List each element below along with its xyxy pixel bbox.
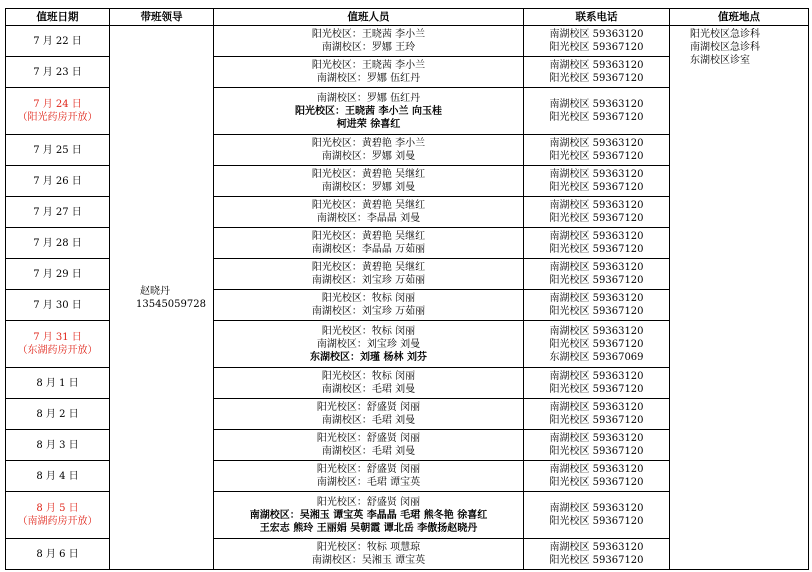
date-cell xyxy=(6,57,110,88)
staff-line: 阳光校区：黄碧艳 吴继红 xyxy=(311,169,426,180)
phone-line: 阳光校区 59367120 xyxy=(549,42,644,53)
staff-cell xyxy=(214,492,524,539)
phone-line: 阳光校区 59367120 xyxy=(549,182,644,193)
header-row xyxy=(6,9,809,26)
phone-line: 阳光校区 59367120 xyxy=(549,151,644,162)
staff-line: 阳光校区：王晓茜 李小兰 xyxy=(311,29,426,40)
staff-line: 阳光校区：王晓茜 李小兰 xyxy=(311,60,426,71)
phone-cell xyxy=(524,26,670,57)
staff-cell xyxy=(214,88,524,135)
staff-line: 阳光校区：舒盛贤 闵丽 xyxy=(316,464,421,475)
phone-line: 南湖校区 59363120 xyxy=(549,200,644,211)
phone-cell xyxy=(524,461,670,492)
header-phone: 联系电话 xyxy=(524,9,670,26)
header-date: 值班日期 xyxy=(6,9,110,26)
staff-line: 阳光校区：黄碧艳 吴继红 xyxy=(311,262,426,273)
date-text: 7 月 25 日 xyxy=(33,144,82,156)
date-cell xyxy=(6,368,110,399)
phone-line: 阳光校区 59367120 xyxy=(549,555,644,566)
phone-line: 南湖校区 59363120 xyxy=(549,99,644,110)
staff-cell xyxy=(214,368,524,399)
location-cell xyxy=(670,26,809,570)
staff-line: 南湖校区：罗娜 伍红丹 xyxy=(316,92,421,104)
phone-line: 南湖校区 59363120 xyxy=(549,60,644,71)
phone-line: 南湖校区 59363120 xyxy=(549,464,644,475)
phone-line: 阳光校区 59367120 xyxy=(549,477,644,488)
staff-line: 南湖校区：吴湘玉 谭宝英 李晶晶 毛珺 熊冬艳 徐喜红 xyxy=(249,509,488,521)
phone-cell xyxy=(524,259,670,290)
phone-line: 阳光校区 59367120 xyxy=(549,112,644,123)
header-staff: 值班人员 xyxy=(214,9,524,26)
staff-line: 南湖校区：刘宝珍 刘曼 xyxy=(316,338,421,350)
duty-schedule-table xyxy=(5,8,809,570)
phone-line: 南湖校区 59363120 xyxy=(549,325,644,337)
date-text: 7 月 27 日 xyxy=(33,206,82,218)
date-text: 8 月 2 日 xyxy=(36,408,79,420)
date-cell xyxy=(6,461,110,492)
staff-line: 南湖校区：刘宝珍 万茹丽 xyxy=(311,275,426,286)
phone-line: 南湖校区 59363120 xyxy=(549,262,644,273)
phone-line: 阳光校区 59367120 xyxy=(549,244,644,255)
phone-line: 东湖校区 59367069 xyxy=(549,351,644,363)
staff-line: 阳光校区：王晓茜 李小兰 向玉桂 xyxy=(295,105,442,117)
phone-line: 南湖校区 59363120 xyxy=(549,293,644,304)
date-text: 8 月 1 日 xyxy=(36,377,79,389)
staff-line: 南湖校区：罗娜 刘曼 xyxy=(321,182,416,193)
staff-line: 南湖校区：毛珺 刘曼 xyxy=(321,415,416,426)
date-cell xyxy=(6,399,110,430)
staff-cell xyxy=(214,26,524,57)
phone-line: 阳光校区 59367120 xyxy=(549,446,644,457)
date-text: 7 月 30 日 xyxy=(33,299,82,311)
phone-cell xyxy=(524,135,670,166)
table-row xyxy=(6,26,809,57)
date-cell xyxy=(6,539,110,570)
staff-cell xyxy=(214,399,524,430)
location-line: 南湖校区急诊科 xyxy=(690,42,760,53)
date-text: 7 月 23 日 xyxy=(33,66,82,78)
staff-line: 南湖校区：李晶晶 刘曼 xyxy=(316,213,421,224)
date-text: 7 月 29 日 xyxy=(33,268,82,280)
phone-cell xyxy=(524,492,670,539)
staff-line: 南湖校区：毛珺 刘曼 xyxy=(321,384,416,395)
staff-cell xyxy=(214,197,524,228)
staff-line: 南湖校区：吴湘玉 谭宝英 xyxy=(311,555,426,566)
date-cell xyxy=(6,321,110,368)
location-line: 阳光校区急诊科 xyxy=(690,29,760,40)
staff-line: 阳光校区：舒盛贤 闵丽 xyxy=(316,402,421,413)
staff-line: 南湖校区：毛珺 谭宝英 xyxy=(316,477,421,488)
staff-cell xyxy=(214,228,524,259)
date-text: 8 月 3 日 xyxy=(36,439,79,451)
phone-line: 阳光校区 59367120 xyxy=(549,415,644,426)
staff-line: 南湖校区：刘宝珍 万茹丽 xyxy=(311,306,426,317)
date-cell xyxy=(6,166,110,197)
header-location: 值班地点 xyxy=(670,9,809,26)
date-cell xyxy=(6,26,110,57)
phone-line: 阳光校区 59367120 xyxy=(549,213,644,224)
phone-line: 阳光校区 59367120 xyxy=(549,275,644,286)
header-leader: 带班领导 xyxy=(110,9,214,26)
date-cell xyxy=(6,259,110,290)
staff-line: 阳光校区：舒盛贤 闵丽 xyxy=(316,433,421,444)
phone-line: 阳光校区 59367120 xyxy=(549,384,644,395)
phone-cell xyxy=(524,399,670,430)
phone-line: 南湖校区 59363120 xyxy=(549,433,644,444)
phone-cell xyxy=(524,368,670,399)
staff-cell xyxy=(214,166,524,197)
staff-line: 阳光校区：黄碧艳 吴继红 xyxy=(311,231,426,242)
date-text: （阳光药房开放） xyxy=(17,112,98,123)
staff-line: 南湖校区：罗娜 王玲 xyxy=(321,42,416,53)
staff-line: 阳光校区：牧标 项慧琼 xyxy=(316,542,421,553)
phone-cell xyxy=(524,430,670,461)
staff-cell xyxy=(214,461,524,492)
date-text: 7 月 24 日 xyxy=(33,99,82,110)
staff-line: 阳光校区：牧标 闵丽 xyxy=(321,371,416,382)
staff-line: 阳光校区：牧标 闵丽 xyxy=(321,325,416,337)
phone-cell xyxy=(524,57,670,88)
staff-line: 阳光校区：牧标 闵丽 xyxy=(321,293,416,304)
staff-cell xyxy=(214,321,524,368)
phone-cell xyxy=(524,166,670,197)
phone-line: 阳光校区 59367120 xyxy=(549,338,644,350)
schedule-body xyxy=(6,26,809,570)
phone-line: 阳光校区 59367120 xyxy=(549,306,644,317)
staff-cell xyxy=(214,430,524,461)
phone-line: 南湖校区 59363120 xyxy=(549,402,644,413)
phone-line: 南湖校区 59363120 xyxy=(549,503,644,514)
staff-line: 王宏志 熊玲 王丽娟 吴朝霞 谭北岳 李傲扬赵晓丹 xyxy=(259,522,478,534)
date-cell xyxy=(6,492,110,539)
phone-cell xyxy=(524,290,670,321)
date-cell xyxy=(6,88,110,135)
phone-line: 南湖校区 59363120 xyxy=(549,371,644,382)
staff-line: 柯进荣 徐喜红 xyxy=(336,118,401,130)
phone-line: 南湖校区 59363120 xyxy=(549,138,644,149)
staff-line: 东湖校区：刘瑾 杨林 刘芬 xyxy=(310,351,427,363)
staff-line: 南湖校区：李晶晶 万茹丽 xyxy=(311,244,426,255)
location-line: 东湖校区诊室 xyxy=(690,55,750,66)
date-text: 7 月 28 日 xyxy=(33,237,82,249)
date-text: 8 月 6 日 xyxy=(36,548,79,560)
phone-line: 南湖校区 59363120 xyxy=(549,169,644,180)
phone-line: 阳光校区 59367120 xyxy=(549,516,644,527)
staff-cell xyxy=(214,290,524,321)
leader-name: 赵晓丹 xyxy=(140,285,170,297)
leader-phone: 13545059728 xyxy=(136,298,206,310)
staff-line: 南湖校区：罗娜 伍红丹 xyxy=(316,73,421,84)
phone-line: 阳光校区 59367120 xyxy=(549,73,644,84)
date-cell xyxy=(6,197,110,228)
date-cell xyxy=(6,430,110,461)
staff-line: 阳光校区：黄碧艳 吴继红 xyxy=(311,200,426,211)
staff-cell xyxy=(214,259,524,290)
staff-cell xyxy=(214,539,524,570)
staff-cell xyxy=(214,57,524,88)
phone-line: 南湖校区 59363120 xyxy=(549,542,644,553)
phone-line: 南湖校区 59363120 xyxy=(549,231,644,242)
staff-cell xyxy=(214,135,524,166)
date-cell xyxy=(6,228,110,259)
date-text: 7 月 22 日 xyxy=(33,35,82,47)
staff-line: 阳光校区：黄碧艳 李小兰 xyxy=(311,138,426,149)
date-text: 7 月 31 日 xyxy=(33,332,82,343)
leader-cell xyxy=(110,26,214,570)
phone-cell xyxy=(524,321,670,368)
staff-line: 阳光校区：舒盛贤 闵丽 xyxy=(316,496,421,508)
date-text: （东湖药房开放） xyxy=(17,345,98,356)
date-cell xyxy=(6,135,110,166)
date-text: 8 月 5 日 xyxy=(36,503,79,514)
date-text: 8 月 4 日 xyxy=(36,470,79,482)
phone-cell xyxy=(524,88,670,135)
phone-line: 南湖校区 59363120 xyxy=(549,29,644,40)
date-text: 7 月 26 日 xyxy=(33,175,82,187)
date-text: （南湖药房开放） xyxy=(17,516,98,527)
phone-cell xyxy=(524,197,670,228)
phone-cell xyxy=(524,539,670,570)
staff-line: 南湖校区：毛珺 刘曼 xyxy=(321,446,416,457)
staff-line: 南湖校区：罗娜 刘曼 xyxy=(321,151,416,162)
phone-cell xyxy=(524,228,670,259)
date-cell xyxy=(6,290,110,321)
